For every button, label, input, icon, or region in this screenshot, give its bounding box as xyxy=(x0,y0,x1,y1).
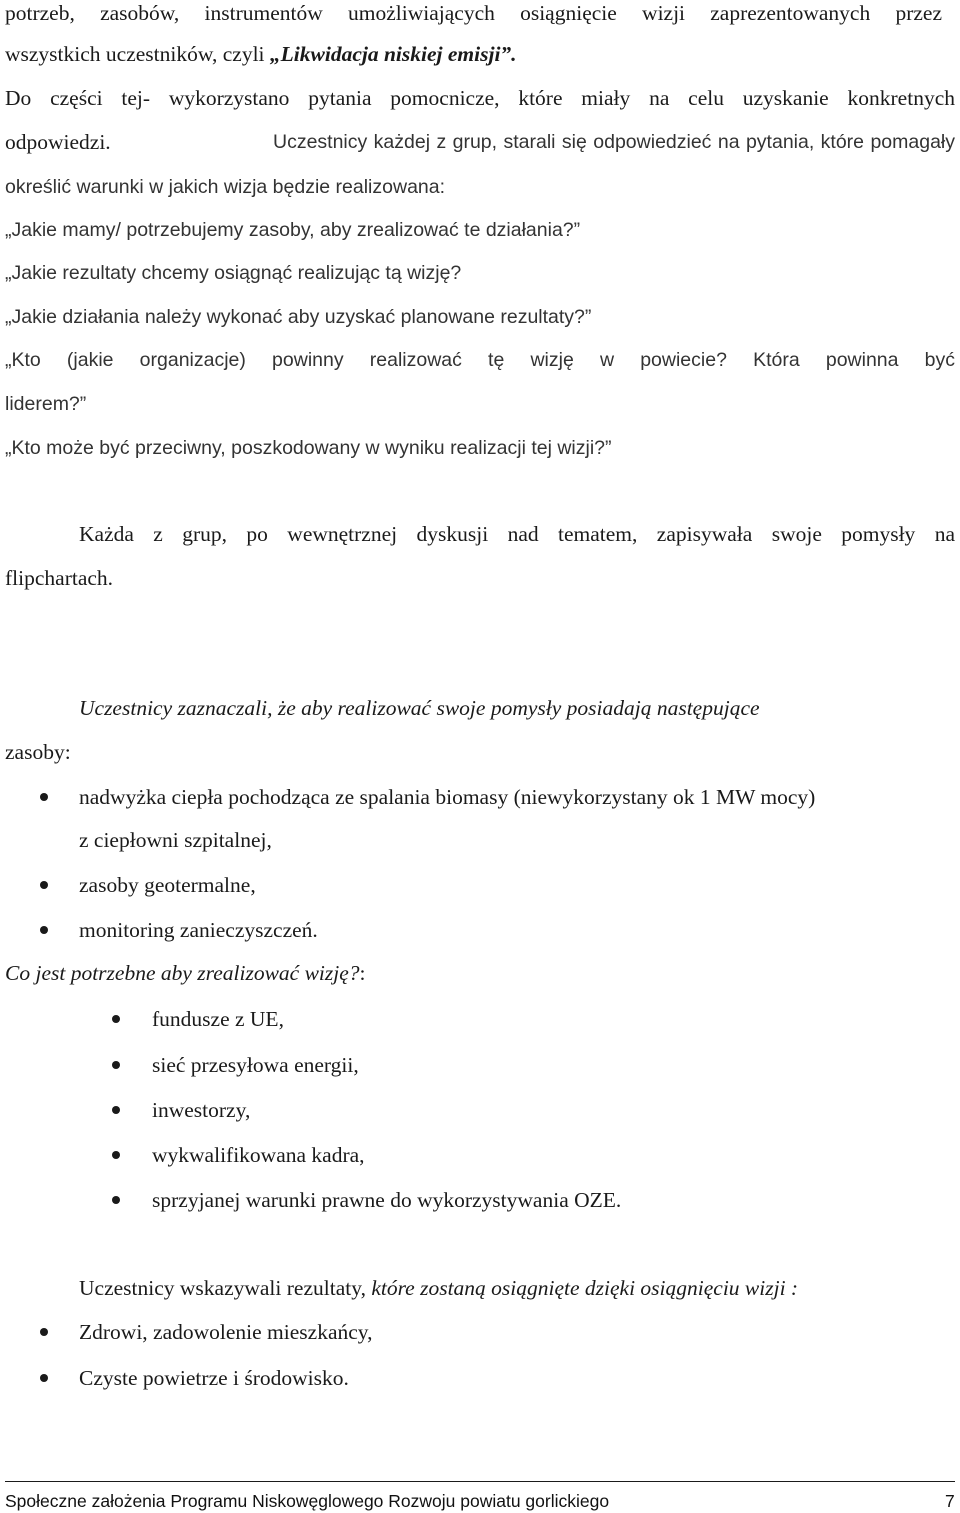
resources-heading-cont: zasoby: xyxy=(5,740,71,764)
page-number: 7 xyxy=(945,1491,955,1511)
intro-line-4 xyxy=(5,128,955,156)
intro-line-2 xyxy=(5,40,517,68)
bullet-icon xyxy=(40,1374,48,1382)
intro-line-3: Do części tej- wykorzystano pytania pomocnicze, które miały na celu uzyskanie konkretnych xyxy=(5,86,955,110)
intro-line-4-start: odpowiedzi. xyxy=(5,130,111,154)
needs-item-5: sprzyjanej warunki prawne do wykorzystywania OZE. xyxy=(152,1188,622,1212)
bullet-icon xyxy=(112,1015,120,1023)
question-3: „Jakie działania należy wykonać aby uzyskać planowane rezultaty?” xyxy=(5,306,592,328)
bullet-icon xyxy=(40,926,48,934)
groups-line-1: Każda z grup, po wewnętrznej dyskusji nad tematem, zapisywała swoje pomysły na xyxy=(79,522,955,546)
intro-line-2-text: wszystkich uczestników, czyli xyxy=(5,42,270,66)
intro-emphasis: „Likwidacja niskiej emisji”. xyxy=(269,42,517,66)
bullet-icon xyxy=(40,881,48,889)
results-item-2: Czyste powietrze i środowisko. xyxy=(79,1366,349,1390)
bullet-icon xyxy=(112,1151,120,1159)
needs-heading-colon: : xyxy=(359,961,366,985)
bullet-icon xyxy=(40,1328,48,1336)
needs-item-4: wykwalifikowana kadra, xyxy=(152,1143,365,1167)
resource-item-1: nadwyżka ciepła pochodząca ze spalania biomasy (niewykorzystany ok 1 MW mocy) xyxy=(79,785,816,809)
question-5: „Kto może być przeciwny, poszkodowany w wyniku realizacji tej wizji?” xyxy=(5,437,612,459)
results-heading-plain: Uczestnicy wskazywali rezultaty, xyxy=(79,1276,372,1300)
groups-line-2: flipchartach. xyxy=(5,566,114,590)
results-item-1: Zdrowi, zadowolenie mieszkańcy, xyxy=(79,1320,373,1344)
needs-heading-text: Co jest potrzebne aby zrealizować wizję? xyxy=(5,961,360,985)
needs-item-1: fundusze z UE, xyxy=(152,1007,284,1031)
intro-line-1: potrzeb, zasobów, instrumentów umożliwiających osiągnięcie wizji zaprezentowanych przez xyxy=(5,1,942,25)
results-heading-italic: które zostaną osiągnięte dzięki osiągnięciu wizji : xyxy=(371,1276,799,1300)
resource-item-1-cont: z ciepłowni szpitalnej, xyxy=(79,828,272,852)
bullet-icon xyxy=(112,1061,120,1069)
bullet-icon xyxy=(112,1106,120,1114)
bullet-icon xyxy=(40,793,48,801)
question-2: „Jakie rezultaty chcemy osiągnąć realizując tą wizję? xyxy=(5,262,462,284)
intro-line-4-rest: Uczestnicy każdej z grup, starali się odpowiedzieć na pytania, które pomagały xyxy=(272,131,955,153)
needs-item-2: sieć przesyłowa energii, xyxy=(152,1053,359,1077)
question-4-cont: liderem?” xyxy=(5,393,87,415)
intro-line-5: określić warunki w jakich wizja będzie realizowana: xyxy=(5,176,446,198)
question-4: „Kto (jakie organizacje) powinny realizować tę wizję w powiecie? Która powinna być xyxy=(5,349,955,371)
resources-heading: Uczestnicy zaznaczali, że aby realizować swoje pomysły posiadają następujące xyxy=(79,696,760,720)
needs-heading xyxy=(5,959,366,987)
resource-item-3: monitoring zanieczyszczeń. xyxy=(79,918,318,942)
resource-item-2: zasoby geotermalne, xyxy=(79,873,256,897)
footer-divider xyxy=(5,1481,955,1482)
question-1: „Jakie mamy/ potrzebujemy zasoby, aby zrealizować te działania?” xyxy=(5,219,581,241)
needs-item-3: inwestorzy, xyxy=(152,1098,251,1122)
footer-title: Społeczne założenia Programu Niskowęglowego Rozwoju powiatu gorlickiego xyxy=(5,1491,610,1511)
bullet-icon xyxy=(112,1196,120,1204)
results-heading xyxy=(79,1274,798,1302)
